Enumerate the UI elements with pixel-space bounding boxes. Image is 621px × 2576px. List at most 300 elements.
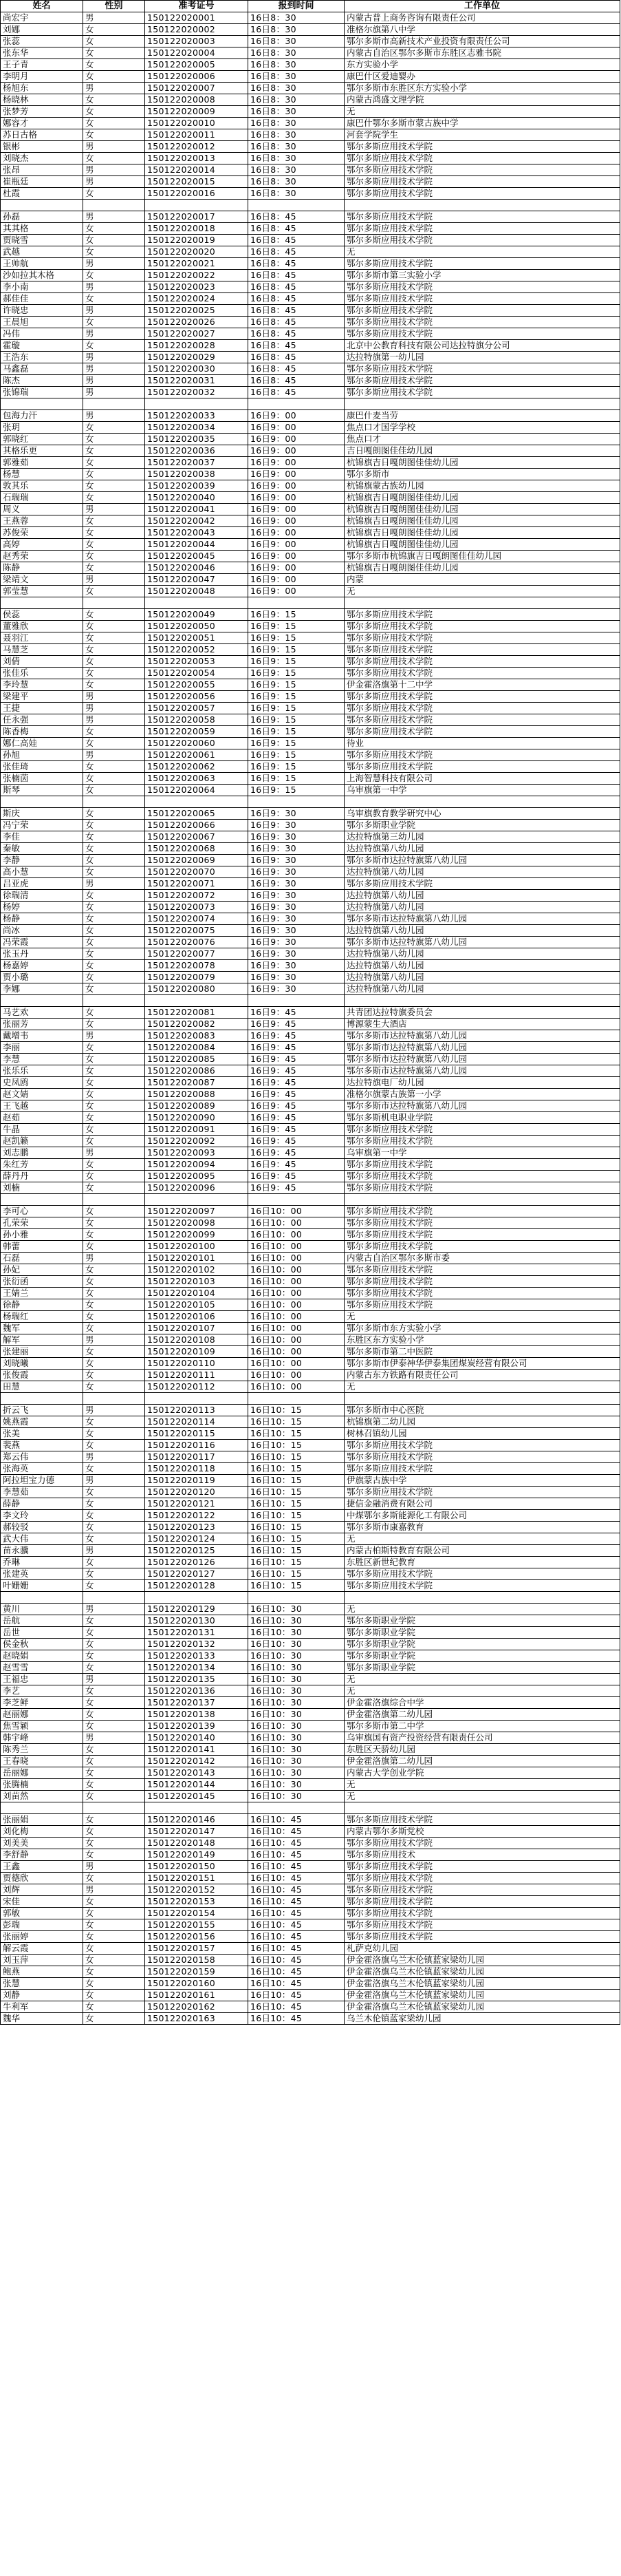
cell-gender: 女 [83, 562, 145, 574]
table-row [1, 890, 620, 902]
cell-check-in-time: 16日9：30 [248, 925, 345, 937]
cell-ticket-number: 150122020076 [145, 937, 248, 948]
cell-name: 杨静 [1, 913, 83, 925]
cell-ticket-number: 150122020019 [145, 235, 248, 246]
cell-check-in-time: 16日10：30 [248, 1662, 345, 1674]
cell-check-in-time [248, 1592, 345, 1604]
table-row [1, 246, 620, 258]
cell-ticket-number: 150122020138 [145, 1709, 248, 1721]
cell-work-unit: 北京中公教育科技有限公司达拉特旗分公司 [345, 340, 620, 352]
cell-name: 刘辉 [1, 1884, 83, 1896]
cell-work-unit: 鄂尔多斯市达拉特旗第八幼儿园 [345, 1100, 620, 1112]
cell-work-unit: 鄂尔多斯应用技术学院 [345, 1229, 620, 1241]
cell-check-in-time: 16日10：15 [248, 1416, 345, 1428]
table-row [1, 691, 620, 703]
cell-gender: 男 [83, 1475, 145, 1487]
cell-name [1, 796, 83, 808]
cell-name: 张俊霞 [1, 1370, 83, 1381]
cell-work-unit: 内蒙 [345, 574, 620, 586]
cell-gender: 女 [83, 293, 145, 305]
cell-work-unit: 鄂尔多斯市中心医院 [345, 1405, 620, 1416]
cell-work-unit: 东胜区天骄幼儿园 [345, 1744, 620, 1756]
cell-check-in-time [248, 200, 345, 211]
cell-ticket-number: 150122020150 [145, 1861, 248, 1873]
cell-ticket-number: 150122020145 [145, 1791, 248, 1802]
cell-ticket-number: 150122020153 [145, 1896, 248, 1908]
cell-work-unit: 焦点口才 [345, 434, 620, 445]
cell-ticket-number: 150122020036 [145, 445, 248, 457]
cell-check-in-time: 16日9：45 [248, 1147, 345, 1159]
cell-check-in-time: 16日9：00 [248, 586, 345, 597]
cell-gender: 女 [83, 1428, 145, 1440]
cell-ticket-number: 150122020029 [145, 352, 248, 363]
cell-ticket-number: 150122020092 [145, 1136, 248, 1147]
cell-name: 斯庆 [1, 808, 83, 820]
cell-ticket-number: 150122020044 [145, 539, 248, 551]
cell-name: 彭瑞 [1, 1919, 83, 1931]
cell-ticket-number: 150122020053 [145, 656, 248, 668]
table-row [1, 1311, 620, 1323]
cell-ticket-number: 150122020027 [145, 328, 248, 340]
cell-check-in-time: 16日9：00 [248, 504, 345, 515]
cell-ticket-number: 150122020142 [145, 1756, 248, 1767]
table-row [1, 773, 620, 785]
table-row [1, 1826, 620, 1838]
cell-name: 武大伟 [1, 1533, 83, 1545]
cell-ticket-number: 150122020112 [145, 1381, 248, 1393]
cell-name: 王子青 [1, 59, 83, 71]
cell-check-in-time: 16日8：30 [248, 153, 345, 164]
cell-gender: 男 [83, 878, 145, 890]
cell-gender: 女 [83, 1054, 145, 1065]
table-row [1, 1487, 620, 1498]
cell-work-unit: 乌审旗第一中学 [345, 1147, 620, 1159]
cell-name: 张佳乐 [1, 668, 83, 679]
cell-check-in-time: 16日10：00 [248, 1206, 345, 1217]
cell-ticket-number: 150122020042 [145, 515, 248, 527]
cell-gender: 女 [83, 1557, 145, 1568]
cell-gender: 女 [83, 1990, 145, 2001]
cell-name: 沙如拉其木格 [1, 270, 83, 281]
table-row [1, 539, 620, 551]
table-row [1, 2001, 620, 2013]
cell-gender: 女 [83, 586, 145, 597]
cell-name: 李玲慧 [1, 679, 83, 691]
cell-gender: 女 [83, 1568, 145, 1580]
cell-gender: 男 [83, 83, 145, 94]
cell-work-unit: 无 [345, 1779, 620, 1791]
cell-work-unit: 鄂尔多斯应用技术学院 [345, 223, 620, 235]
cell-check-in-time: 16日10：45 [248, 1931, 345, 1943]
cell-check-in-time: 16日10：30 [248, 1767, 345, 1779]
cell-gender: 男 [83, 691, 145, 703]
cell-work-unit: 达拉特旗第八幼儿园 [345, 925, 620, 937]
cell-work-unit: 鄂尔多斯应用技术学院 [345, 1568, 620, 1580]
cell-check-in-time: 16日10：30 [248, 1744, 345, 1756]
cell-check-in-time: 16日9：15 [248, 703, 345, 714]
cell-check-in-time [248, 597, 345, 609]
cell-check-in-time: 16日9：45 [248, 1065, 345, 1077]
cell-ticket-number: 150122020062 [145, 761, 248, 773]
cell-ticket-number: 150122020097 [145, 1206, 248, 1217]
cell-work-unit: 鄂尔多斯应用技术学院 [345, 644, 620, 656]
cell-name: 孙磊 [1, 211, 83, 223]
table-row [1, 656, 620, 668]
cell-check-in-time: 16日9：45 [248, 1182, 345, 1194]
cell-work-unit: 准格尔旗第八中学 [345, 24, 620, 36]
cell-gender: 男 [83, 363, 145, 375]
cell-work-unit: 鄂尔多斯市达拉特旗第八幼儿园 [345, 1065, 620, 1077]
cell-name: 田慧 [1, 1381, 83, 1393]
cell-ticket-number: 150122020002 [145, 24, 248, 36]
cell-check-in-time: 16日8：30 [248, 176, 345, 188]
cell-work-unit: 鄂尔多斯职业学院 [345, 1662, 620, 1674]
cell-work-unit: 内蒙古鄂尔多斯党校 [345, 1826, 620, 1838]
cell-name: 鲍燕 [1, 1966, 83, 1978]
cell-gender: 女 [83, 434, 145, 445]
cell-name: 梁建平 [1, 691, 83, 703]
cell-gender: 女 [83, 808, 145, 820]
cell-ticket-number: 150122020067 [145, 831, 248, 843]
table-row [1, 1721, 620, 1732]
cell-work-unit [345, 1393, 620, 1405]
cell-gender: 男 [83, 410, 145, 422]
cell-check-in-time: 16日10：15 [248, 1487, 345, 1498]
cell-work-unit: 鄂尔多斯应用技术学院 [345, 714, 620, 726]
cell-gender: 女 [83, 1709, 145, 1721]
cell-name: 宋佳 [1, 1896, 83, 1908]
cell-ticket-number: 150122020111 [145, 1370, 248, 1381]
table-row [1, 574, 620, 586]
cell-name: 尚冰 [1, 925, 83, 937]
table-row [1, 1604, 620, 1615]
cell-ticket-number: 150122020052 [145, 644, 248, 656]
cell-work-unit: 鄂尔多斯应用技术学院 [345, 328, 620, 340]
cell-name: 周义 [1, 504, 83, 515]
cell-name: 赵雪雪 [1, 1662, 83, 1674]
cell-name: 郭莹慧 [1, 586, 83, 597]
cell-work-unit: 东方实验小学 [345, 59, 620, 71]
cell-ticket-number: 150122020157 [145, 1943, 248, 1955]
cell-name: 杨晓林 [1, 94, 83, 106]
cell-gender: 女 [83, 24, 145, 36]
cell-ticket-number: 150122020018 [145, 223, 248, 235]
cell-gender: 女 [83, 820, 145, 831]
cell-name: 赵晓娟 [1, 1650, 83, 1662]
cell-name: 敦其乐 [1, 480, 83, 492]
cell-name: 斯琴 [1, 785, 83, 796]
table-gap-row [1, 597, 620, 609]
cell-work-unit: 鄂尔多斯应用技术学院 [345, 1182, 620, 1194]
cell-check-in-time: 16日10：45 [248, 1838, 345, 1849]
cell-ticket-number: 150122020115 [145, 1428, 248, 1440]
cell-work-unit: 鄂尔多斯应用技术学院 [345, 1136, 620, 1147]
cell-gender [83, 1592, 145, 1604]
table-row [1, 1685, 620, 1697]
cell-work-unit: 达拉特旗电厂幼儿园 [345, 1077, 620, 1089]
cell-ticket-number: 150122020143 [145, 1767, 248, 1779]
cell-name: 马艺欢 [1, 1007, 83, 1019]
cell-gender: 女 [83, 1159, 145, 1171]
cell-name: 侯金秋 [1, 1639, 83, 1650]
table-row [1, 59, 620, 71]
cell-work-unit: 鄂尔多斯应用技术学院 [345, 188, 620, 200]
cell-name: 陈香梅 [1, 726, 83, 738]
cell-name: 王晨旭 [1, 317, 83, 328]
cell-ticket-number: 150122020050 [145, 621, 248, 632]
cell-gender: 女 [83, 94, 145, 106]
roster-body [1, 12, 620, 2025]
cell-name [1, 1592, 83, 1604]
cell-name: 张乐乐 [1, 1065, 83, 1077]
cell-name: 刘静 [1, 1990, 83, 2001]
cell-gender: 女 [83, 948, 145, 960]
cell-ticket-number: 150122020102 [145, 1264, 248, 1276]
cell-work-unit: 鄂尔多斯应用技术学院 [345, 761, 620, 773]
cell-gender: 女 [83, 1697, 145, 1709]
table-row [1, 1007, 620, 1019]
cell-ticket-number: 150122020060 [145, 738, 248, 749]
cell-gender: 女 [83, 960, 145, 972]
cell-check-in-time: 16日10：15 [248, 1498, 345, 1510]
cell-gender: 女 [83, 1685, 145, 1697]
cell-work-unit: 鄂尔多斯市 [345, 469, 620, 480]
cell-gender: 女 [83, 1299, 145, 1311]
cell-name: 贾德欣 [1, 1873, 83, 1884]
cell-check-in-time: 16日9：45 [248, 1019, 345, 1030]
table-row [1, 36, 620, 47]
table-row [1, 1358, 620, 1370]
cell-gender: 男 [83, 1861, 145, 1873]
table-row [1, 106, 620, 118]
cell-gender: 男 [83, 1604, 145, 1615]
cell-work-unit: 鄂尔多斯应用技术学院 [345, 1908, 620, 1919]
cell-work-unit: 达拉特旗第一幼儿园 [345, 352, 620, 363]
cell-work-unit: 鄂尔多斯应用技术学院 [345, 656, 620, 668]
cell-check-in-time: 16日10：45 [248, 1908, 345, 1919]
header-check-in-time: 报到时间 [248, 1, 345, 12]
cell-ticket-number: 150122020163 [145, 2013, 248, 2025]
cell-name: 武越 [1, 246, 83, 258]
cell-work-unit: 无 [345, 246, 620, 258]
table-row [1, 293, 620, 305]
cell-name [1, 995, 83, 1007]
cell-work-unit: 鄂尔多斯应用技术学院 [345, 703, 620, 714]
cell-gender: 女 [83, 1662, 145, 1674]
cell-name [1, 1802, 83, 1814]
cell-work-unit: 内蒙古自治区鄂尔多斯市委 [345, 1253, 620, 1264]
cell-gender: 女 [83, 1065, 145, 1077]
cell-name: 折云飞 [1, 1405, 83, 1416]
cell-gender: 女 [83, 1966, 145, 1978]
cell-check-in-time: 16日10：15 [248, 1568, 345, 1580]
table-row [1, 586, 620, 597]
cell-name: 解军 [1, 1334, 83, 1346]
cell-gender: 女 [83, 445, 145, 457]
cell-check-in-time: 16日9：00 [248, 527, 345, 539]
header-row [1, 1, 620, 12]
cell-gender: 女 [83, 1100, 145, 1112]
table-row [1, 1744, 620, 1756]
cell-check-in-time: 16日9：45 [248, 1054, 345, 1065]
cell-ticket-number: 150122020094 [145, 1159, 248, 1171]
cell-ticket-number: 150122020059 [145, 726, 248, 738]
cell-gender: 女 [83, 1124, 145, 1136]
cell-work-unit: 伊金霍洛旗第十二中学 [345, 679, 620, 691]
cell-ticket-number: 150122020058 [145, 714, 248, 726]
cell-work-unit: 准格尔旗蒙古族第一小学 [345, 1089, 620, 1100]
cell-work-unit: 鄂尔多斯应用技术学院 [345, 1814, 620, 1826]
cell-check-in-time: 16日10：30 [248, 1615, 345, 1627]
cell-work-unit: 杭锦旗吉日嘎朗图佳佳幼儿园 [345, 539, 620, 551]
cell-ticket-number: 150122020065 [145, 808, 248, 820]
cell-check-in-time: 16日9：15 [248, 632, 345, 644]
table-row [1, 71, 620, 83]
table-row [1, 1171, 620, 1182]
cell-check-in-time: 16日10：00 [248, 1217, 345, 1229]
cell-work-unit: 康巴什区爱迪婴办 [345, 71, 620, 83]
cell-gender [83, 995, 145, 1007]
cell-ticket-number: 150122020154 [145, 1908, 248, 1919]
cell-check-in-time: 16日10：15 [248, 1475, 345, 1487]
cell-check-in-time [248, 796, 345, 808]
cell-check-in-time: 16日8：30 [248, 36, 345, 47]
cell-name: 薛静 [1, 1498, 83, 1510]
cell-check-in-time: 16日8：45 [248, 211, 345, 223]
cell-work-unit: 伊金霍洛旗乌兰木伦镇蓝家梁幼儿园 [345, 1990, 620, 2001]
cell-check-in-time: 16日10：00 [248, 1288, 345, 1299]
cell-check-in-time: 16日10：30 [248, 1639, 345, 1650]
cell-name: 李明月 [1, 71, 83, 83]
cell-ticket-number: 150122020007 [145, 83, 248, 94]
cell-gender: 女 [83, 656, 145, 668]
table-row [1, 1732, 620, 1744]
cell-name: 魏华 [1, 2013, 83, 2025]
cell-work-unit: 鄂尔多斯应用技术学院 [345, 317, 620, 328]
table-row [1, 457, 620, 469]
cell-ticket-number: 150122020144 [145, 1779, 248, 1791]
cell-ticket-number: 150122020078 [145, 960, 248, 972]
cell-check-in-time: 16日10：30 [248, 1697, 345, 1709]
cell-gender: 女 [83, 890, 145, 902]
table-row [1, 621, 620, 632]
cell-name: 聂羽江 [1, 632, 83, 644]
cell-work-unit: 杭锦旗吉日嘎朗图佳佳幼儿园 [345, 492, 620, 504]
cell-work-unit: 达拉特旗第八幼儿园 [345, 960, 620, 972]
cell-name: 马鑫磊 [1, 363, 83, 375]
table-row [1, 129, 620, 141]
cell-gender: 女 [83, 1089, 145, 1100]
cell-gender: 男 [83, 176, 145, 188]
cell-check-in-time: 16日8：30 [248, 141, 345, 153]
cell-name: 石磊 [1, 1253, 83, 1264]
cell-work-unit: 伊旗蒙古族中学 [345, 1475, 620, 1487]
table-row [1, 445, 620, 457]
cell-gender: 男 [83, 281, 145, 293]
cell-ticket-number: 150122020131 [145, 1627, 248, 1639]
cell-check-in-time: 16日8：45 [248, 387, 345, 398]
cell-gender: 女 [83, 1229, 145, 1241]
table-row [1, 820, 620, 831]
cell-gender: 女 [83, 632, 145, 644]
cell-check-in-time: 16日10：00 [248, 1264, 345, 1276]
table-row [1, 1030, 620, 1042]
cell-work-unit: 鄂尔多斯应用技术学院 [345, 281, 620, 293]
cell-name [1, 1194, 83, 1206]
cell-check-in-time: 16日10：15 [248, 1405, 345, 1416]
cell-check-in-time: 16日8：30 [248, 59, 345, 71]
table-row [1, 270, 620, 281]
cell-gender: 男 [83, 258, 145, 270]
table-row [1, 1674, 620, 1685]
cell-check-in-time: 16日8：30 [248, 118, 345, 129]
cell-gender: 女 [83, 1931, 145, 1943]
table-row [1, 1978, 620, 1990]
table-row [1, 1510, 620, 1522]
cell-name: 李可心 [1, 1206, 83, 1217]
cell-work-unit: 鄂尔多斯市杭锦旗吉日嘎朗图佳佳幼儿园 [345, 551, 620, 562]
cell-gender [83, 1393, 145, 1405]
cell-ticket-number: 150122020021 [145, 258, 248, 270]
cell-work-unit: 杭锦旗吉日嘎朗图佳佳幼儿园 [345, 562, 620, 574]
cell-work-unit: 鄂尔多斯应用技术学院 [345, 164, 620, 176]
cell-name: 李娜 [1, 983, 83, 995]
cell-gender [83, 1802, 145, 1814]
cell-ticket-number: 150122020082 [145, 1019, 248, 1030]
table-row [1, 504, 620, 515]
cell-work-unit: 捷信金融消费有限公司 [345, 1498, 620, 1510]
cell-work-unit: 鄂尔多斯市高新技术产业投资有限责任公司 [345, 36, 620, 47]
cell-name: 苏日古格 [1, 129, 83, 141]
cell-work-unit: 鄂尔多斯应用技术学院 [345, 258, 620, 270]
cell-work-unit: 鄂尔多斯应用技术学院 [345, 1276, 620, 1288]
table-row [1, 1931, 620, 1943]
cell-gender: 男 [83, 1545, 145, 1557]
cell-check-in-time: 16日9：00 [248, 539, 345, 551]
cell-check-in-time: 16日9：45 [248, 1136, 345, 1147]
cell-check-in-time: 16日10：45 [248, 2001, 345, 2013]
cell-gender: 女 [83, 1650, 145, 1662]
cell-check-in-time: 16日10：45 [248, 1826, 345, 1838]
cell-work-unit: 上海智慧科技有限公司 [345, 773, 620, 785]
table-row [1, 1054, 620, 1065]
cell-gender: 女 [83, 1919, 145, 1931]
cell-work-unit: 鄂尔多斯应用技术学院 [345, 1896, 620, 1908]
cell-name: 杨慧 [1, 469, 83, 480]
table-row [1, 1370, 620, 1381]
cell-check-in-time: 16日9：45 [248, 1100, 345, 1112]
table-row [1, 1100, 620, 1112]
cell-ticket-number: 150122020140 [145, 1732, 248, 1744]
table-row [1, 983, 620, 995]
cell-ticket-number: 150122020014 [145, 164, 248, 176]
cell-check-in-time: 16日10：30 [248, 1721, 345, 1732]
cell-check-in-time [248, 1802, 345, 1814]
cell-gender: 女 [83, 668, 145, 679]
table-row [1, 902, 620, 913]
table-row [1, 866, 620, 878]
cell-name: 崔瓶廷 [1, 176, 83, 188]
cell-ticket-number: 150122020139 [145, 1721, 248, 1732]
table-row [1, 1966, 620, 1978]
cell-work-unit: 鄂尔多斯市达拉特旗第八幼儿园 [345, 1054, 620, 1065]
cell-name: 李舒静 [1, 1849, 83, 1861]
cell-name: 秦敏 [1, 843, 83, 855]
cell-ticket-number: 150122020047 [145, 574, 248, 586]
cell-ticket-number: 150122020046 [145, 562, 248, 574]
cell-ticket-number: 150122020069 [145, 855, 248, 866]
cell-ticket-number: 150122020011 [145, 129, 248, 141]
